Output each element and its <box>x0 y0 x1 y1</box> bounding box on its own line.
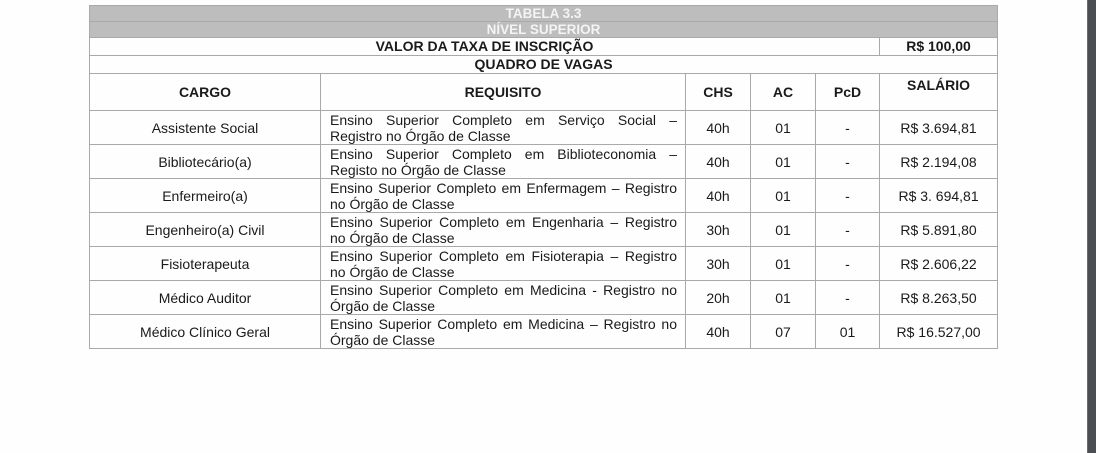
cell-requisito: Ensino Superior Completo em Medicina - Registro no Órgão de Classe <box>321 281 686 315</box>
table-row <box>90 247 998 281</box>
cell-ac: 01 <box>751 281 816 315</box>
cell-requisito: Ensino Superior Completo em Engenharia – Registro no Órgão de Classe <box>321 213 686 247</box>
header-requisito: REQUISITO <box>321 74 686 111</box>
header-salario: SALÁRIO <box>880 74 998 111</box>
cell-ac: 01 <box>751 247 816 281</box>
cell-salario: R$ 5.891,80 <box>880 213 998 247</box>
cell-pcd: - <box>816 213 880 247</box>
cell-chs: 40h <box>686 111 751 145</box>
cell-chs: 30h <box>686 247 751 281</box>
table-subtitle-row <box>90 22 998 38</box>
cell-requisito: Ensino Superior Completo em Serviço Social – Registro no Órgão de Classe <box>321 111 686 145</box>
table-row <box>90 145 998 179</box>
cell-pcd: - <box>816 247 880 281</box>
table-subtitle: NÍVEL SUPERIOR <box>90 22 998 38</box>
header-chs: CHS <box>686 74 751 111</box>
cell-requisito: Ensino Superior Completo em Fisioterapia – Registro no Órgão de Classe <box>321 247 686 281</box>
cell-salario: R$ 3.694,81 <box>880 111 998 145</box>
header-ac: AC <box>751 74 816 111</box>
cell-chs: 30h <box>686 213 751 247</box>
cell-pcd: - <box>816 111 880 145</box>
column-header-row <box>90 74 998 111</box>
section-label: QUADRO DE VAGAS <box>90 56 998 74</box>
cell-chs: 20h <box>686 281 751 315</box>
cell-salario: R$ 16.527,00 <box>880 315 998 349</box>
cell-requisito: Ensino Superior Completo em Enfermagem – Registro no Órgão de Classe <box>321 179 686 213</box>
table-row <box>90 315 998 349</box>
cell-pcd: 01 <box>816 315 880 349</box>
cell-salario: R$ 3. 694,81 <box>880 179 998 213</box>
table-row <box>90 213 998 247</box>
cell-ac: 07 <box>751 315 816 349</box>
cell-cargo: Fisioterapeuta <box>90 247 321 281</box>
table-row <box>90 179 998 213</box>
cell-chs: 40h <box>686 145 751 179</box>
table-row <box>90 111 998 145</box>
cell-ac: 01 <box>751 111 816 145</box>
cell-cargo: Bibliotecário(a) <box>90 145 321 179</box>
table-title-row <box>90 6 998 22</box>
cell-pcd: - <box>816 281 880 315</box>
cell-cargo: Engenheiro(a) Civil <box>90 213 321 247</box>
cell-requisito: Ensino Superior Completo em Medicina – Registro no Órgão de Classe <box>321 315 686 349</box>
cell-salario: R$ 2.194,08 <box>880 145 998 179</box>
fee-row <box>90 38 998 56</box>
cell-cargo: Assistente Social <box>90 111 321 145</box>
header-pcd: PcD <box>816 74 880 111</box>
cell-requisito: Ensino Superior Completo em Biblioteconomia – Registo no Órgão de Classe <box>321 145 686 179</box>
vacancy-table <box>89 5 998 349</box>
cell-ac: 01 <box>751 213 816 247</box>
cell-pcd: - <box>816 145 880 179</box>
cell-chs: 40h <box>686 179 751 213</box>
cell-cargo: Médico Auditor <box>90 281 321 315</box>
cell-salario: R$ 2.606,22 <box>880 247 998 281</box>
cell-salario: R$ 8.263,50 <box>880 281 998 315</box>
cell-pcd: - <box>816 179 880 213</box>
scrollbar[interactable] <box>1087 0 1096 453</box>
fee-value: R$ 100,00 <box>880 38 998 56</box>
section-row <box>90 56 998 74</box>
cell-cargo: Enfermeiro(a) <box>90 179 321 213</box>
header-cargo: CARGO <box>90 74 321 111</box>
fee-label: VALOR DA TAXA DE INSCRIÇÃO <box>90 38 880 56</box>
cell-chs: 40h <box>686 315 751 349</box>
cell-ac: 01 <box>751 145 816 179</box>
cell-ac: 01 <box>751 179 816 213</box>
table-title: TABELA 3.3 <box>90 6 998 22</box>
table-row <box>90 281 998 315</box>
cell-cargo: Médico Clínico Geral <box>90 315 321 349</box>
